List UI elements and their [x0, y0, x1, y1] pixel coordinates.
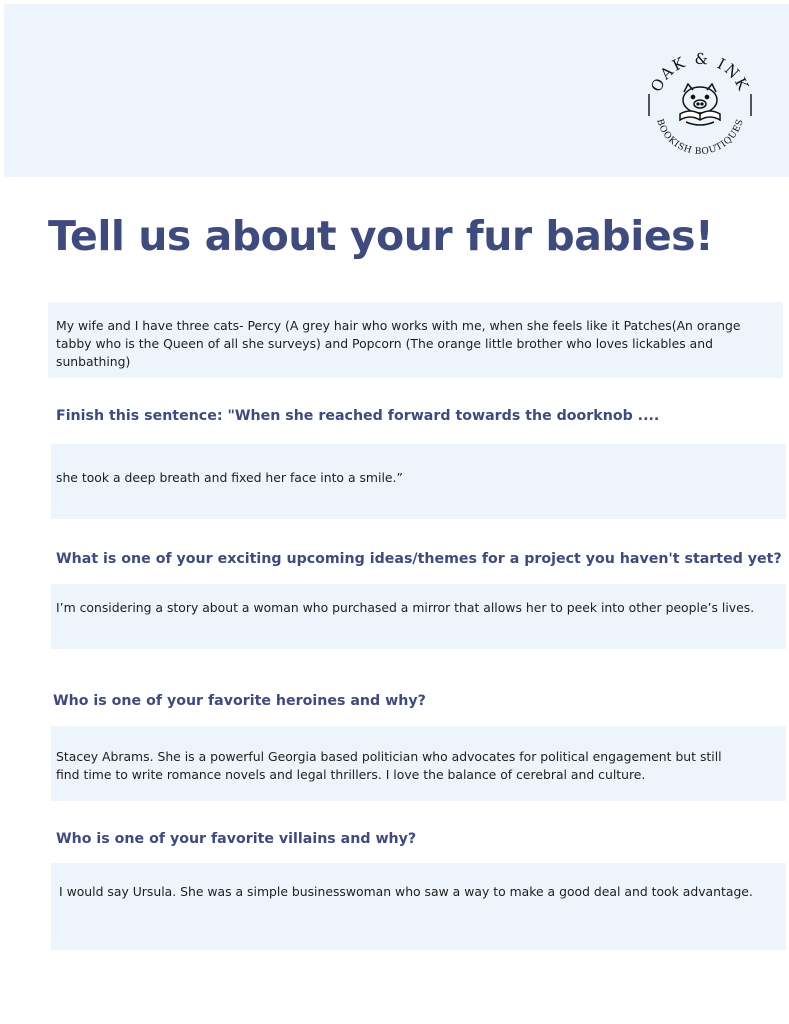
question-2: What is one of your exciting upcoming ideas/themes for a project you haven't started yet?: [56, 551, 782, 567]
intro-answer-text: My wife and I have three cats- Percy (A grey hair who works with me, when she feels like it Patches(An orange tabby who is the Queen of all she surveys) and Popcorn (The orange little brother who loves lickables and sunbathing): [56, 318, 741, 369]
answer-box-3: [51, 726, 786, 801]
answer-box-4: [51, 863, 786, 950]
logo-tagline-text: BOOKISH BOUTIQUES: [654, 117, 746, 158]
logo-name-text: OAK & INK: [647, 49, 753, 95]
question-3: Who is one of your favorite heroines and why?: [53, 693, 426, 709]
answer-box-2: [51, 584, 786, 649]
logo-svg: [642, 48, 758, 164]
answer-text-4: I would say Ursula. She was a simple businesswoman who saw a way to make a good deal and took advantage.: [59, 884, 753, 899]
answer-box-1: [51, 444, 786, 519]
oak-and-ink-logo: [642, 48, 758, 164]
answer-text-3: Stacey Abrams. She is a powerful Georgia based politician who advocates for political engagement but still find time to write romance novels and legal thrillers. I love the balance of cerebral and culture.: [56, 749, 722, 782]
intro-answer-box: [48, 302, 783, 378]
answer-text-2: I’m considering a story about a woman who purchased a mirror that allows her to peek into other people’s lives.: [56, 600, 755, 615]
question-4: Who is one of your favorite villains and why?: [56, 831, 417, 847]
pig-reading-icon: [680, 84, 720, 125]
answer-text-1: she took a deep breath and fixed her face into a smile.”: [56, 470, 403, 485]
page-title: Tell us about your fur babies!: [48, 212, 714, 260]
question-1: Finish this sentence: "When she reached forward towards the doorknob ....: [56, 408, 660, 424]
